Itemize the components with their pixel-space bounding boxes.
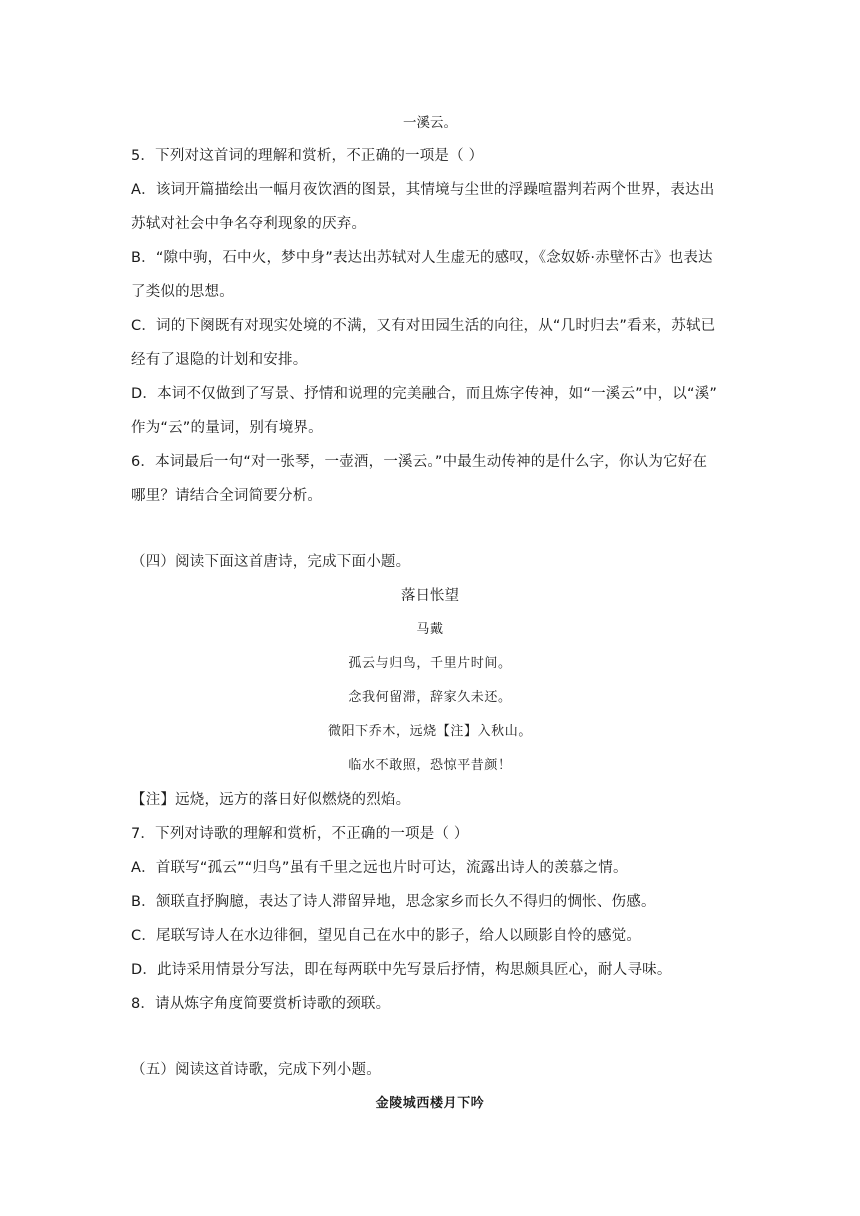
question-8: 8．请从炼字角度简要赏析诗歌的颈联。	[131, 996, 391, 1012]
q7-option-b: B．颔联直抒胸臆，表达了诗人滞留异地，思念家乡而长久不得归的惆怅、伤感。	[131, 894, 656, 910]
question-6-line1: 6．本词最后一句“对一张琴，一壶酒，一溪云。”中最生动传神的是什么字，你认为它好在	[131, 454, 708, 470]
q5-option-b-line1: B．“隙中驹，石中火，梦中身”表达出苏轼对人生虚无的感叹，《念奴娇·赤壁怀古》也表达	[131, 250, 713, 266]
question-5: 5．下列对这首词的理解和赏析，不正确的一项是（ ）	[131, 148, 484, 164]
q5-option-a-line2: 苏轼对社会中争名夺利现象的厌弃。	[131, 216, 367, 232]
q7-option-a: A．首联写“孤云”“归鸟”虽有千里之远也片时可达，流露出诗人的羡慕之情。	[131, 860, 628, 876]
q5-option-a-line1: A．该词开篇描绘出一幅月夜饮酒的图景，其情境与尘世的浮躁喧嚣判若两个世界，表达出	[131, 182, 715, 198]
poem-2-title: 金陵城西楼月下吟	[375, 1096, 485, 1111]
q5-option-b-line2: 了类似的思想。	[131, 284, 234, 300]
q5-option-c-line2: 经有了退隐的计划和安排。	[131, 352, 308, 368]
poem-note: 【注】远烧，远方的落日好似燃烧的烈焰。	[131, 792, 411, 808]
poem-title: 落日怅望	[401, 588, 459, 604]
poem-line-1: 孤云与归鸟，千里片时间。	[348, 656, 512, 671]
q7-option-c: C．尾联写诗人在水边徘徊，望见自己在水中的影子，给人以顾影自怜的感觉。	[131, 928, 642, 944]
section-4-heading: （四）阅读下面这首唐诗，完成下面小题。	[131, 554, 411, 570]
section-5-heading: （五）阅读这首诗歌，完成下列小题。	[131, 1062, 381, 1078]
poem-author: 马戴	[416, 622, 444, 637]
q5-option-c-line1: C．词的下阕既有对现实处境的不满，又有对田园生活的向往，从“几时归去”看来，苏轼已	[131, 318, 716, 334]
poem-line-4: 临水不敢照，恐惊平昔颜！	[348, 758, 512, 773]
poem-line-3: 微阳下乔木，远烧【注】入秋山。	[327, 724, 532, 739]
question-6-line2: 哪里？请结合全词简要分析。	[131, 488, 323, 504]
q5-option-d-line1: D．本词不仅做到了写景、抒情和说理的完美融合，而且炼字传神，如“一溪云”中，以“溪”	[131, 386, 718, 402]
question-7: 7．下列对诗歌的理解和赏析，不正确的一项是（ ）	[131, 826, 469, 842]
q7-option-d: D．此诗采用情景分写法，即在每两联中先写景后抒情，构思颇具匠心，耐人寻味。	[131, 962, 672, 978]
q5-option-d-line2: 作为“云”的量词，别有境界。	[131, 420, 323, 436]
poem-line-2: 念我何留滞，辞家久未还。	[348, 690, 512, 705]
poem-line-end: 一溪云。	[403, 115, 457, 131]
